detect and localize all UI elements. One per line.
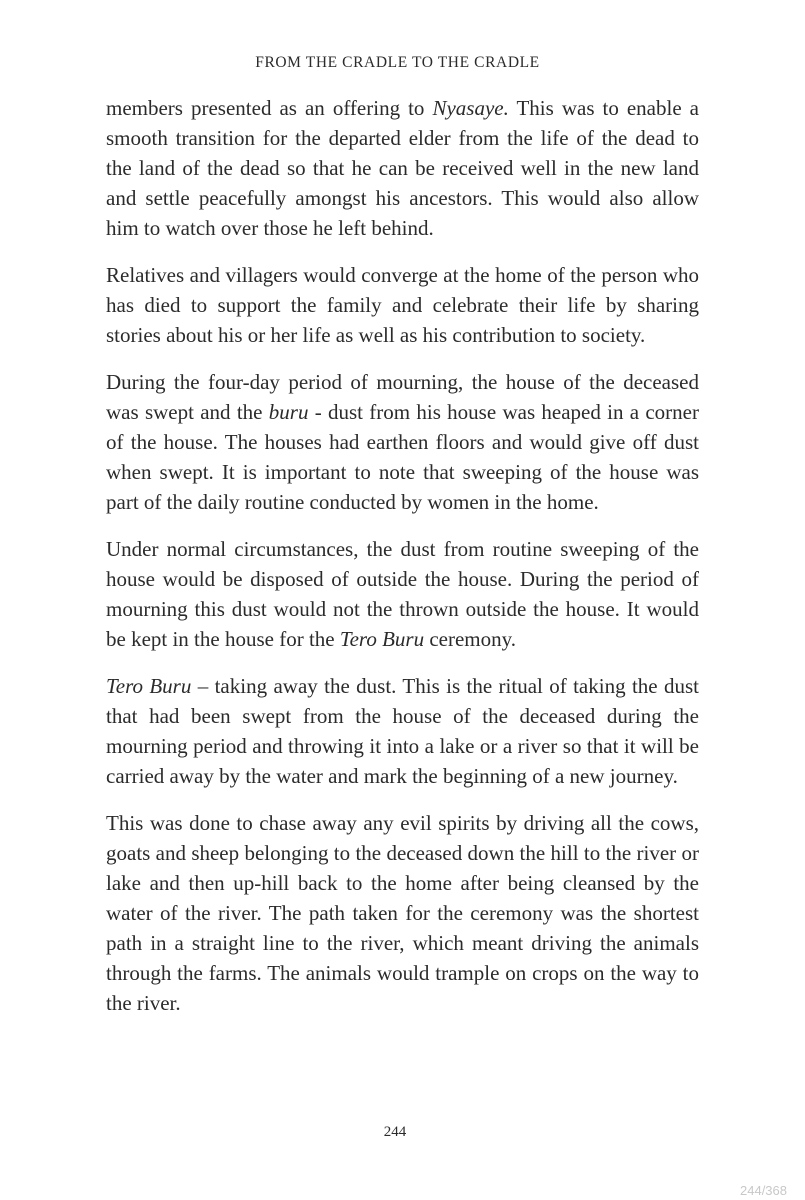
paragraph-4 bbox=[106, 534, 699, 654]
italic-term-tero-buru-definition: Tero Buru bbox=[106, 674, 192, 698]
paragraph-6: This was done to chase away any evil spirits by driving all the cows, goats and sheep belonging to the deceased down the hill to the river or lake and then up-hill back to the home after being cleansed by the water of the river. The path taken for the ceremony was the shortest path in a straight line to the river, which meant driving the animals through the farms. The animals would trample on crops on the way to the river. bbox=[106, 811, 699, 1015]
paragraph-1 bbox=[106, 93, 699, 243]
viewer-page-counter: 244/368 bbox=[740, 1183, 787, 1198]
paragraph-3-text: During the four-day period of mourning, the house of the deceased was swept and the bbox=[106, 370, 699, 424]
paragraph-4-text-cont: ceremony. bbox=[424, 627, 517, 651]
body-text bbox=[106, 93, 699, 1035]
paragraph-1-text: members presented as an offering to bbox=[106, 96, 433, 120]
italic-term-tero-buru: Tero Buru bbox=[339, 627, 425, 651]
paragraph-3 bbox=[106, 367, 699, 517]
paragraph-5-text: – taking away the dust. This is the ritual of taking the dust that had been swept from the house of the deceased during the mourning period and throwing it into a lake or a river so that it will be carried away by the water and mark the beginning of a new journey. bbox=[106, 674, 699, 788]
paragraph-4-text: Under normal circumstances, the dust from routine sweeping of the house would be disposed of outside the house. During the period of mourning this dust would not the thrown outside the house. It would be kept in the house for the bbox=[106, 537, 699, 651]
paragraph-5 bbox=[106, 671, 699, 791]
running-header: FROM THE CRADLE TO THE CRADLE bbox=[255, 54, 540, 71]
italic-term-buru: buru bbox=[268, 400, 309, 424]
italic-term-nyasaye: Nyasaye. bbox=[432, 96, 509, 120]
paragraph-1-text-cont: This was to enable a smooth transition for the departed elder from the life of the dead to the land of the dead so that he can be received well in the new land and settle peacefully amongst his ancestors. This would also allow him to watch over those he left behind. bbox=[106, 96, 699, 240]
paragraph-3-text-cont: - dust from his house was heaped in a corner of the house. The houses had earthen floors and would give off dust when swept. It is important to note that sweeping of the house was part of the daily routine conducted by women in the home. bbox=[106, 400, 699, 514]
page-number: 244 bbox=[383, 1124, 407, 1140]
paragraph-2: Relatives and villagers would converge at the home of the person who has died to support the family and celebrate their life by sharing stories about his or her life as well as his contribution to society. bbox=[106, 263, 699, 347]
